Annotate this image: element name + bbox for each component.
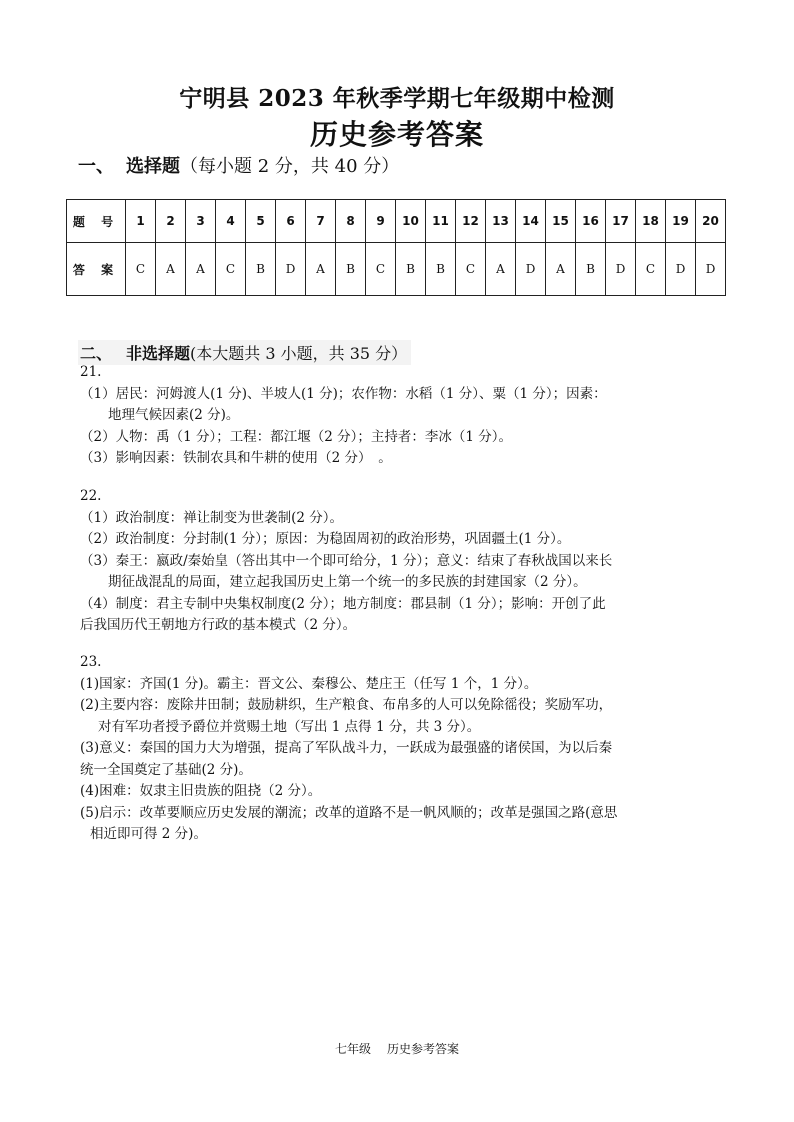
- table-cell-number: 20: [696, 200, 726, 243]
- question-number: 21.: [80, 364, 102, 380]
- table-cell-answer: C: [456, 243, 486, 296]
- section2-number: 二、: [80, 344, 113, 363]
- question-number: 22.: [80, 488, 102, 504]
- answer-line: （1）政治制度：禅让制变为世袭制(2 分）。: [80, 509, 343, 526]
- answer-line: (4)困难：奴隶主旧贵族的阻挠（2 分）。: [80, 783, 322, 799]
- table-cell-answer: A: [156, 243, 186, 296]
- exam-title: 宁明县 2023 年秋季学期七年级期中检测: [179, 85, 615, 112]
- page-footer: [0, 1040, 794, 1057]
- row-label-numbers: 题 号: [67, 200, 126, 243]
- answer-line: （4）制度：君主专制中央集权制度(2 分）；地方制度：郡县制（1 分）；影响：开创了此: [80, 595, 606, 612]
- table-cell-number: 17: [606, 200, 636, 243]
- table-cell-answer: D: [516, 243, 546, 296]
- table-cell-answer: C: [216, 243, 246, 296]
- table-cell-number: 16: [576, 200, 606, 243]
- table-cell-answer: D: [606, 243, 636, 296]
- table-cell-number: 6: [276, 200, 306, 243]
- row-label-answers: 答 案: [67, 243, 126, 296]
- question-number-row: [67, 200, 726, 243]
- table-cell-number: 19: [666, 200, 696, 243]
- answer-line: (2)主要内容：废除井田制；鼓励耕织，生产粮食、布帛多的人可以免除徭役；奖励军功，: [80, 697, 613, 713]
- table-cell-number: 18: [636, 200, 666, 243]
- answer-table: [66, 199, 726, 296]
- answer-line: （3）影响因素：铁制农具和牛耕的使用（2 分） 。: [80, 450, 392, 466]
- table-cell-answer: D: [276, 243, 306, 296]
- table-cell-number: 11: [426, 200, 456, 243]
- table-cell-number: 7: [306, 200, 336, 243]
- table-cell-answer: C: [366, 243, 396, 296]
- question-number: 23.: [80, 654, 102, 670]
- table-cell-number: 4: [216, 200, 246, 243]
- section1-number: 一、: [78, 156, 114, 177]
- table-cell-answer: D: [696, 243, 726, 296]
- table-cell-number: 14: [516, 200, 546, 243]
- section2-note: (本大题共 3 小题，共 35 分）: [190, 344, 408, 363]
- answer-line: 地理气候因素(2 分)。: [108, 407, 240, 423]
- table-cell-number: 15: [546, 200, 576, 243]
- answer-line: (5)启示：改革要顺应历史发展的潮流；改革的道路不是一帆风顺的；改革是强国之路(意思: [80, 804, 618, 821]
- table-cell-number: 9: [366, 200, 396, 243]
- table-cell-number: 12: [456, 200, 486, 243]
- answer-line: 统一全国奠定了基础(2 分)。: [80, 761, 252, 778]
- footer-label: 历史参考答案: [387, 1042, 460, 1056]
- footer-grade: 七年级: [334, 1042, 371, 1056]
- table-cell-answer: A: [186, 243, 216, 296]
- question-22-answer: [80, 486, 730, 637]
- question-21-answer: [80, 362, 730, 470]
- answer-line: （1）居民：河姆渡人(1 分)、半坡人(1 分)；农作物：水稻（1 分）、粟（1 分）；因素：: [80, 385, 607, 402]
- table-cell-answer: A: [546, 243, 576, 296]
- table-cell-number: 5: [246, 200, 276, 243]
- document-title: 历史参考答案: [309, 118, 484, 151]
- answer-line: 期征战混乱的局面，建立起我国历史上第一个统一的多民族的封建国家（2 分）。: [108, 574, 587, 590]
- table-cell-number: 10: [396, 200, 426, 243]
- table-cell-number: 3: [186, 200, 216, 243]
- table-cell-answer: A: [486, 243, 516, 296]
- table-cell-answer: B: [336, 243, 366, 296]
- answer-row: [67, 243, 726, 296]
- section1-name: 选择题: [126, 156, 180, 177]
- table-cell-number: 1: [126, 200, 156, 243]
- table-cell-answer: C: [636, 243, 666, 296]
- section1-note: （每小题 2 分，共 40 分）: [180, 156, 400, 177]
- table-cell-answer: C: [126, 243, 156, 296]
- table-cell-answer: B: [396, 243, 426, 296]
- table-cell-number: 2: [156, 200, 186, 243]
- answer-line: (3)意义：秦国的国力大为增强，提高了军队战斗力，一跃成为最强盛的诸侯国，为以后秦: [80, 740, 613, 756]
- table-cell-number: 13: [486, 200, 516, 243]
- answer-line: 相近即可得 2 分)。: [90, 826, 207, 842]
- answer-line: （3）秦王：嬴政/秦始皇（答出其中一个即可给分，1 分）；意义：结束了春秋战国以来长: [80, 552, 613, 569]
- table-cell-answer: D: [666, 243, 696, 296]
- table-cell-number: 8: [336, 200, 366, 243]
- question-23-answer: [80, 652, 730, 846]
- section1-heading: [78, 152, 399, 178]
- answer-line: 对有军功者授予爵位并赏赐土地（写出 1 点得 1 分，共 3 分）。: [98, 718, 481, 735]
- answer-line: 后我国历代王朝地方行政的基本模式（2 分）。: [80, 617, 357, 633]
- table-cell-answer: B: [426, 243, 456, 296]
- answer-line: （2）政治制度：分封制(1 分）；原因：为稳固周初的政治形势，巩固疆土(1 分）。: [80, 531, 571, 547]
- section2-name: 非选择题: [126, 344, 191, 363]
- answer-line: （2）人物：禹（1 分）；工程：都江堰（2 分）；主持者：李冰（1 分）。: [80, 428, 512, 445]
- table-cell-answer: A: [306, 243, 336, 296]
- table-cell-answer: B: [246, 243, 276, 296]
- table-cell-answer: B: [576, 243, 606, 296]
- answer-line: (1)国家：齐国(1 分)。霸主：晋文公、秦穆公、楚庄王（任写 1 个，1 分）。: [80, 675, 538, 692]
